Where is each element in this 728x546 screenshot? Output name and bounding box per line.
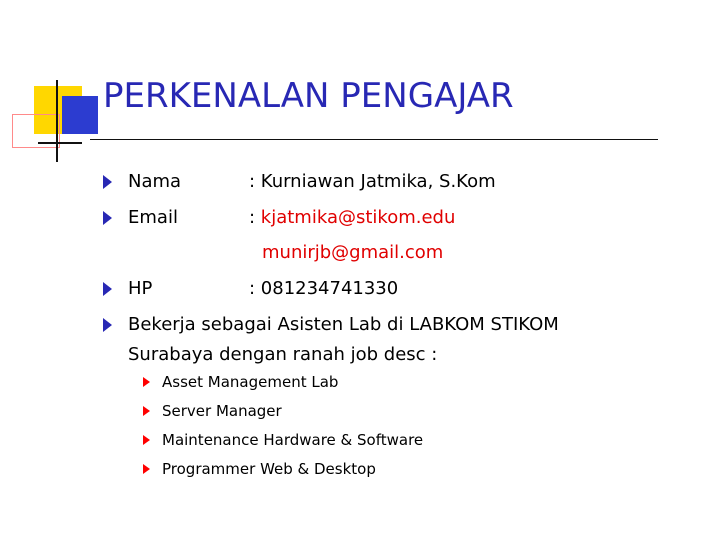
row-value: : 081234741330 — [249, 278, 399, 299]
row-label: HP — [128, 278, 153, 299]
email-link-secondary[interactable]: munirjb@gmail.com — [262, 242, 444, 263]
deco-blue-square — [62, 96, 98, 134]
row-value — [249, 205, 455, 231]
bullet-icon — [103, 211, 112, 225]
sub-bullet-icon — [143, 435, 150, 445]
list-item: Server Manager — [162, 402, 282, 420]
bullet-icon — [103, 282, 112, 296]
list-item: Programmer Web & Desktop — [162, 460, 376, 478]
row-value: : Kurniawan Jatmika, S.Kom — [249, 171, 496, 192]
work-line-1: Bekerja sebagai Asisten Lab di LABKOM STIKOM — [128, 314, 559, 335]
list-item: Maintenance Hardware & Software — [162, 431, 424, 449]
email-colon: : — [249, 207, 261, 228]
list-item: Asset Management Lab — [162, 373, 339, 391]
sub-bullet-icon — [143, 406, 150, 416]
deco-horizontal-line — [38, 142, 82, 144]
email-link-primary[interactable]: kjatmika@stikom.edu — [260, 207, 456, 228]
sub-bullet-icon — [143, 464, 150, 474]
title-underline — [90, 139, 658, 140]
row-email-secondary — [262, 240, 443, 266]
row-label: Email — [128, 207, 178, 228]
bullet-icon — [103, 318, 112, 332]
bullet-icon — [103, 175, 112, 189]
slide-title: PERKENALAN PENGAJAR — [103, 76, 514, 116]
work-line-2: Surabaya dengan ranah job desc : — [128, 344, 438, 365]
deco-vertical-line — [56, 80, 58, 162]
sub-bullet-icon — [143, 377, 150, 387]
row-label: Nama — [128, 171, 182, 192]
